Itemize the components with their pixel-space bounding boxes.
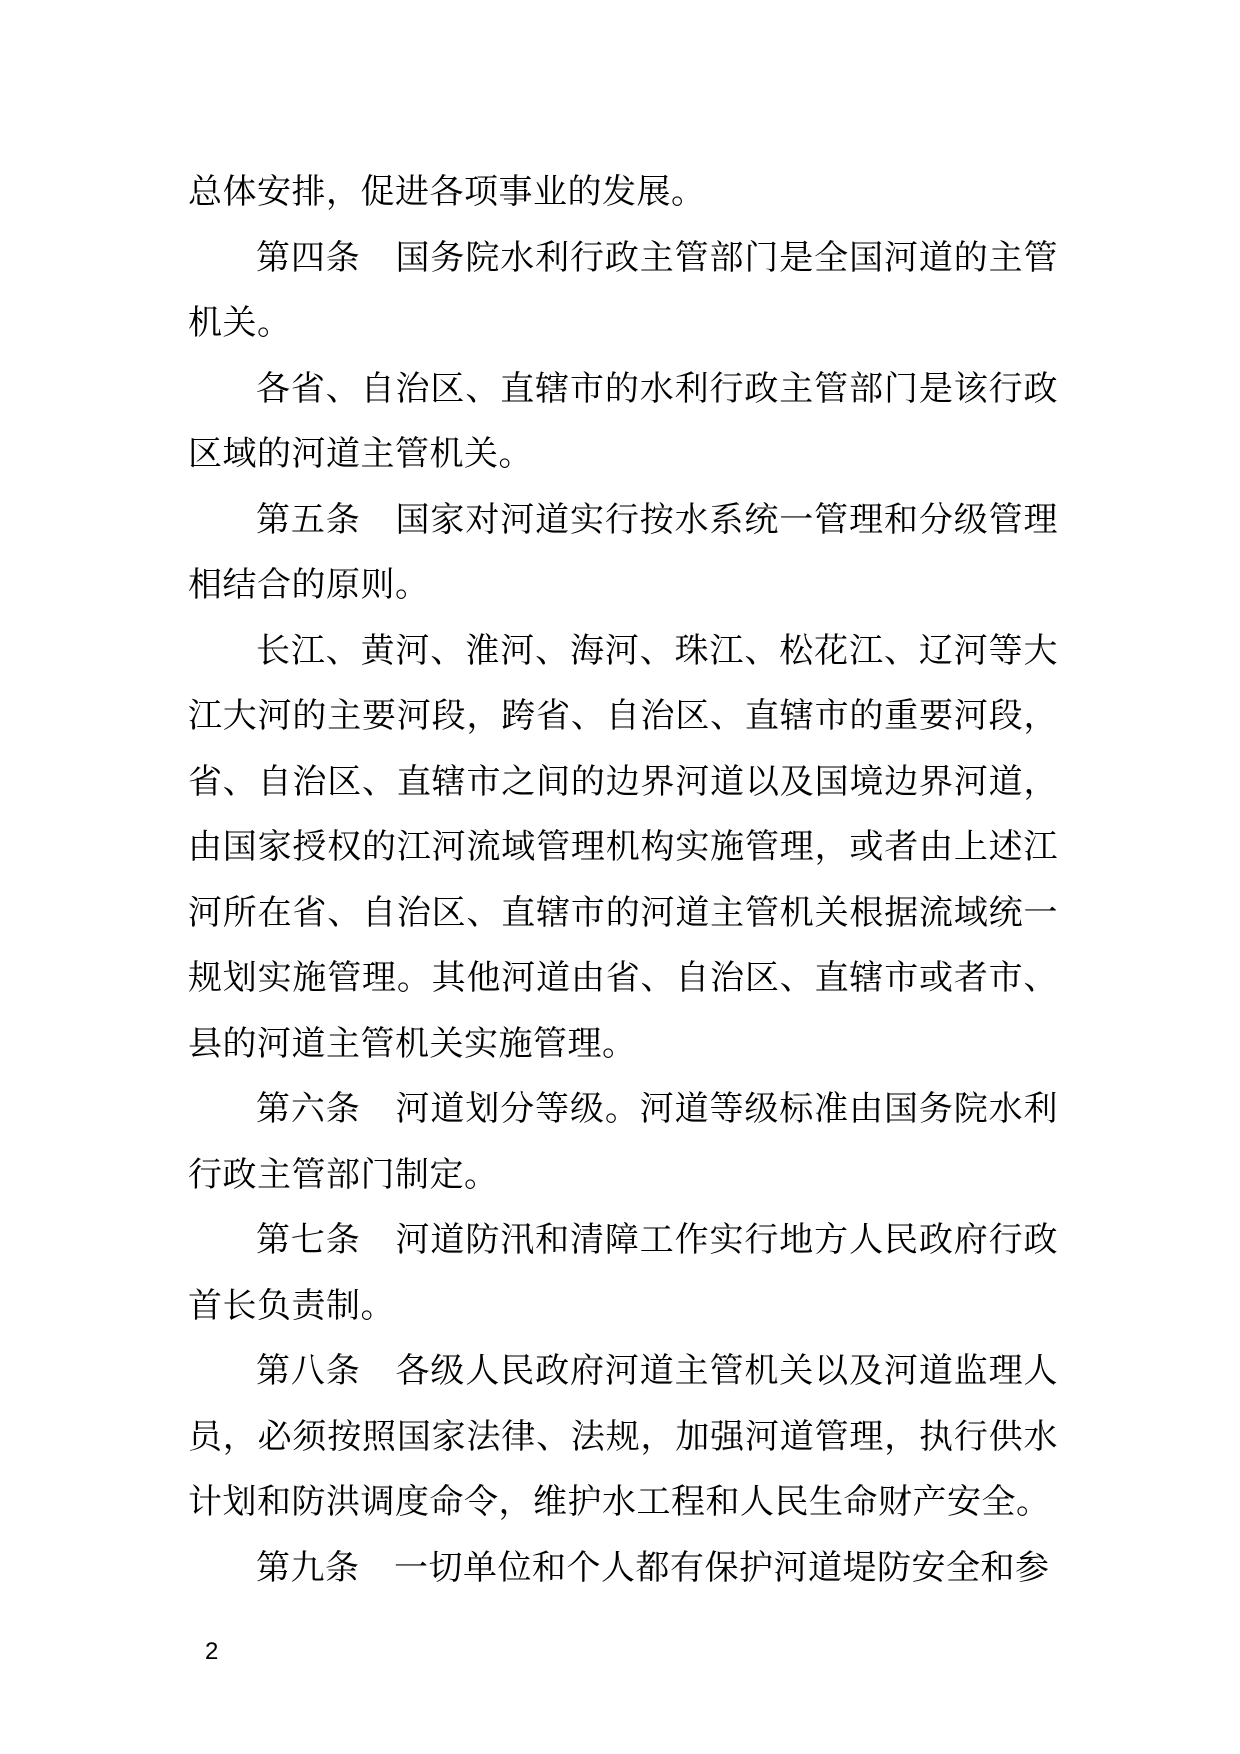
- article-4-clause-2: 各省、自治区、直辖市的水利行政主管部门是该行政区域的河道主管机关。: [188, 368, 1058, 474]
- paragraph-continuation: 总体安排，促进各项事业的发展。: [188, 172, 706, 212]
- article-7: 第七条 河道防汛和清障工作实行地方人民政府行政首长负责制。: [188, 1220, 1058, 1326]
- article-8: 第八条 各级人民政府河道主管机关以及河道监理人员，必须按照国家法律、法规，加强河道管理，执行供水计划和防洪调度命令，维护水工程和人民生命财产安全。: [188, 1351, 1058, 1522]
- article-9: 第九条 一切单位和个人都有保护河道堤防安全和参: [256, 1547, 1050, 1588]
- article-5: 第五条 国家对河道实行按水系统一管理和分级管理相结合的原则。: [188, 499, 1058, 605]
- article-6: 第六条 河道划分等级。河道等级标准由国务院水利行政主管部门制定。: [188, 1089, 1058, 1195]
- article-5-clause-2: 长江、黄河、淮河、海河、珠江、松花江、辽河等大江大河的主要河段，跨省、自治区、直辖市的重要河段，省、自治区、直辖市之间的边界河道以及国境边界河道，由国家授权的江河流域管理机构实施管理，或者由上述江河所在省、自治区、直辖市的河道主管机关根据流域统一规划实施管理。其他河道由省、自治区、直辖市或者市、县的河道主管机关实施管理。: [188, 630, 1058, 1064]
- article-4: 第四条 国务院水利行政主管部门是全国河道的主管机关。: [188, 237, 1058, 343]
- page-number: 2: [205, 1638, 219, 1665]
- document-body: [188, 160, 1058, 1601]
